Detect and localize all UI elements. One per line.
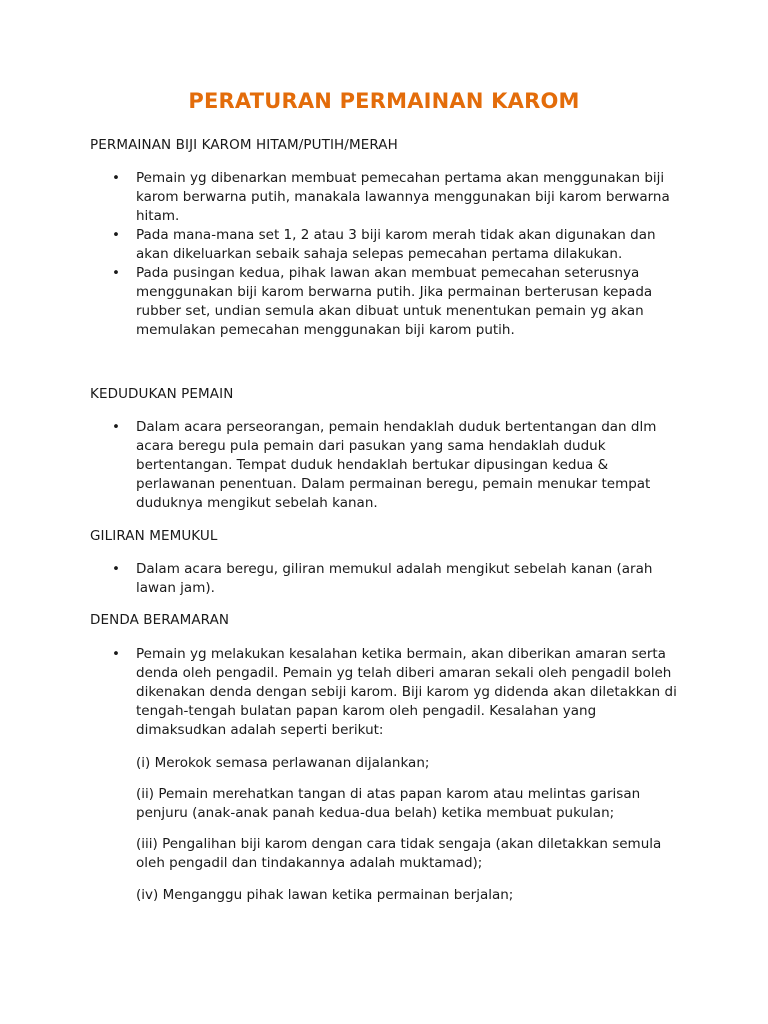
section-list-kedudukan-pemain xyxy=(0,418,681,513)
bullet-icon: • xyxy=(112,561,120,577)
section-heading-giliran-memukul: GILIRAN MEMUKUL xyxy=(90,528,218,544)
section-list-denda-beramaran xyxy=(0,645,681,740)
offense-item-ii: (ii) Pemain merehatkan tangan di atas papan karom atau melintas garisan penjuru (anak-anak panah kedua-dua belah) ketika membuat pukulan; xyxy=(136,786,641,821)
offense-item-iii: (iii) Pengalihan biji karom dengan cara tidak sengaja (akan diletakkan semula oleh pengadil dan tindakannya adalah muktamad); xyxy=(136,836,662,871)
bullet-icon: • xyxy=(112,170,120,186)
list-item xyxy=(0,226,681,264)
list-item-text: Dalam acara beregu, giliran memukul adalah mengikut sebelah kanan (arah lawan jam). xyxy=(136,561,653,596)
list-item-text: Pada pusingan kedua, pihak lawan akan membuat pemecahan seterusnya menggunakan biji karom berwarna putih. Jika permainan berterusan kepada rubber set, undian semula akan dibuat untuk menentukan pemain yg akan memulakan pemecahan menggunakan biji karom putih. xyxy=(136,265,653,338)
list-item xyxy=(0,645,681,740)
section-heading-denda-beramaran: DENDA BERAMARAN xyxy=(90,612,230,628)
offense-item-iv: (iv) Menganggu pihak lawan ketika permainan berjalan; xyxy=(136,887,514,903)
list-item-text: Pada mana-mana set 1, 2 atau 3 biji karom merah tidak akan digunakan dan akan dikeluarkan sebaik sahaja selepas pemecahan pertama dilakukan. xyxy=(136,227,656,262)
section-heading-permainan-biji-karom: PERMAINAN BIJI KAROM HITAM/PUTIH/MERAH xyxy=(90,137,398,153)
list-item-text: Pemain yg melakukan kesalahan ketika bermain, akan diberikan amaran serta denda oleh pengadil. Pemain yg telah diberi amaran sekali oleh pengadil boleh dikenakan denda dengan sebiji karom. Biji karom yg didenda akan diletakkan di tengah-tengah bulatan papan karom oleh pengadil. Kesalahan yang dimaksudkan adalah seperti berikut: xyxy=(136,646,677,738)
section-list-permainan-biji-karom xyxy=(0,169,681,340)
bullet-icon: • xyxy=(112,419,120,435)
list-item xyxy=(0,169,681,226)
offense-item-i: (i) Merokok semasa perlawanan dijalankan; xyxy=(136,755,430,771)
bullet-icon: • xyxy=(112,227,120,243)
bullet-icon: • xyxy=(112,646,120,662)
list-item xyxy=(0,560,681,598)
document-title: PERATURAN PERMAINAN KAROM xyxy=(188,89,580,113)
section-list-giliran-memukul xyxy=(0,560,681,598)
section-heading-kedudukan-pemain: KEDUDUKAN PEMAIN xyxy=(90,386,234,402)
list-item-text: Pemain yg dibenarkan membuat pemecahan pertama akan menggunakan biji karom berwarna putih, manakala lawannya menggunakan biji karom berwarna hitam. xyxy=(136,170,670,224)
list-item-text: Dalam acara perseorangan, pemain hendaklah duduk bertentangan dan dlm acara beregu pula pemain dari pasukan yang sama hendaklah duduk bertentangan. Tempat duduk hendaklah bertukar dipusingan kedua & perlawanan penentuan. Dalam permainan beregu, pemain menukar tempat duduknya mengikut sebelah kanan. xyxy=(136,419,657,511)
bullet-icon: • xyxy=(112,265,120,281)
list-item xyxy=(0,418,681,513)
list-item xyxy=(0,264,681,340)
